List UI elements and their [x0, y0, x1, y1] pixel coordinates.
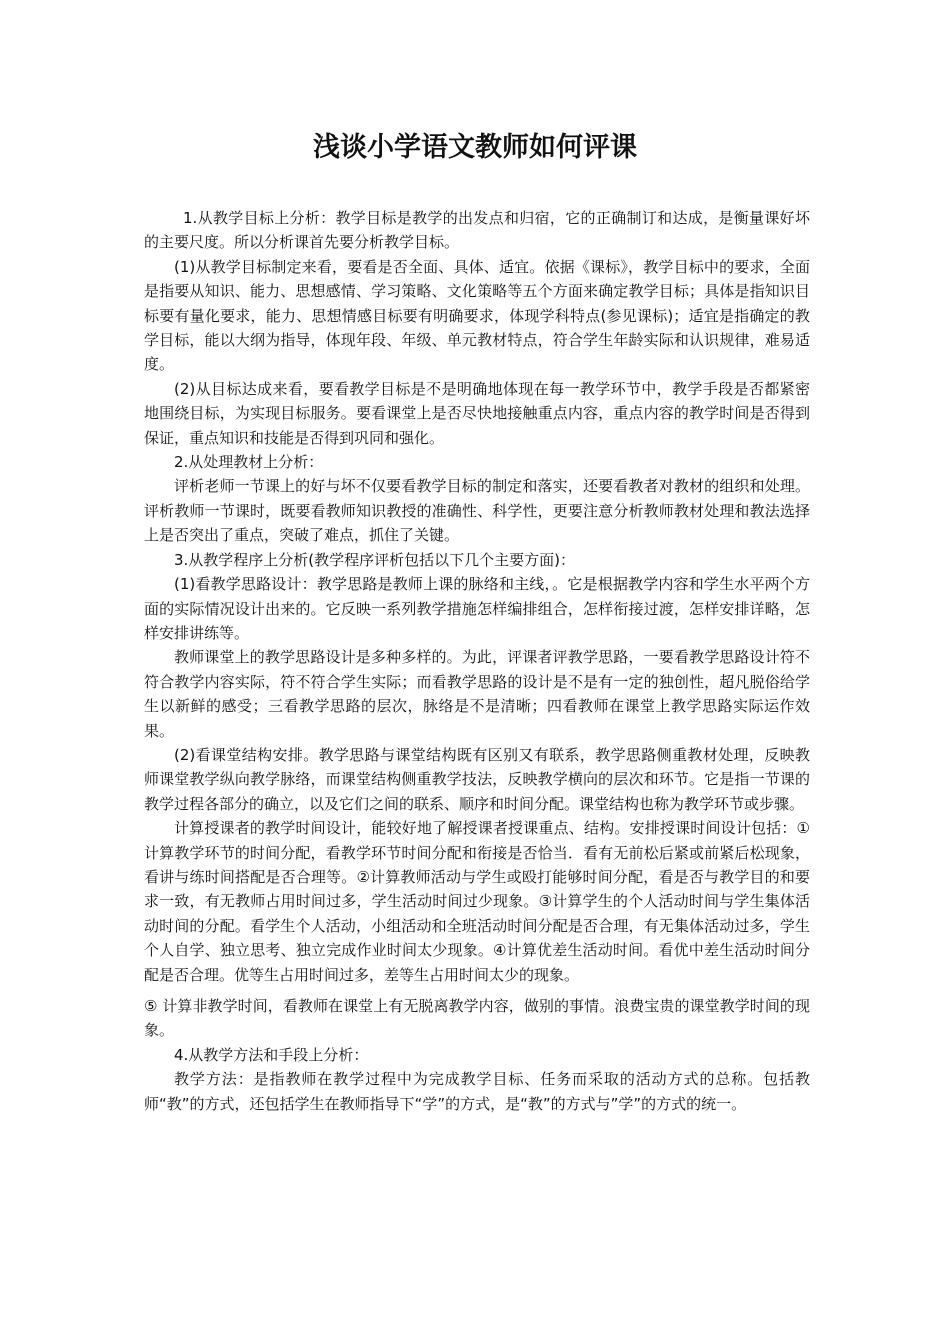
paragraph-12: 4.从教学方法和手段上分析：	[174, 1045, 369, 1064]
paragraph-13: 教学方法：是指教师在教学过程中为完成教学目标、任务而采取的活动方式的总称。包括教师“教”的方式，还包括学生在教师指导下“学”的方式，是“教”的方式与”学”的方式的统一。	[144, 1070, 810, 1113]
paragraph-5: 评析老师一节课上的好与坏不仅要看教学目标的制定和落实，还要看教者对教材的组织和处理。评析教师一节课时，既要看教师知识教授的准确性、科学性，更要注意分析教师教材处理和教法选择上是否突出了重点，突破了难点，抓住了关键。	[144, 477, 810, 545]
paragraph-8: 教师课堂上的教学思路设计是多种多样的。为此，评课者评教学思路，一要看教学思路设计符不符合教学内容实际，符不符合学生实际；而看教学思路的设计是不是有一定的独创性，超凡脱俗给学生以新鲜的感受；三看教学思路的层次，脉络是不是清晰；四看教师在课堂上教学思路实际运作效果。	[144, 648, 810, 740]
paragraph-9: (2)看课堂结构安排。教学思路与课堂结构既有区别又有联系，教学思路侧重教材处理，反映教师课堂教学纵向教学脉络，而课堂结构侧重教学技法，反映教学横向的层次和环节。它是指一节课的教学过程各部分的确立，以及它们之间的联系、顺序和时间分配。课堂结构也称为教学环节或步骤。	[144, 745, 810, 813]
document-body	[144, 206, 810, 1116]
document-title: 浅谈小学语文教师如何评课	[313, 132, 637, 163]
paragraph-4: 2.从处理教材上分析：	[174, 453, 324, 472]
paragraph-3: (2)从目标达成来看，要看教学目标是不是明确地体现在每一教学环节中，教学手段是否都紧密地围绕目标，为实现目标服务。要看课堂上是否尽快地接触重点内容，重点内容的教学时间是否得到保证，重点知识和技能是否得到巩同和强化。	[144, 379, 810, 447]
paragraph-2: (1)从教学目标制定来看，要看是否全面、具体、适宜。依据《课标》，教学目标中的要求，全面是指要从知识、能力、思想感情、学习策略、文化策略等五个方面来确定教学目标；具体是指知识目标要有量化要求，能力、思想情感目标要有明确要求，体现学科特点(参见课标)；适宜是指确定的教学目标，能以大纲为指导，体现年段、年级、单元教材特点，符合学生年龄实际和认识规律，难易适度。	[144, 257, 810, 374]
paragraph-11: ⑤ 计算非教学时间，看教师在课堂上有无脱离教学内容，做别的事情。浪费宝贵的课堂教学时间的现象。	[144, 997, 810, 1040]
paragraph-7: (1)看教学思路设计：教学思路是教师上课的脉络和主线，。它是根据教学内容和学生水平两个方面的实际情况设计出来的。它反映一系列教学措施怎样编排组合，怎样衔接过渡，怎样安排详略，怎样安排讲练等。	[144, 575, 810, 642]
paragraph-6: 3.从教学程序上分析(教学程序评析包括以下几个主要方面)：	[174, 550, 576, 569]
paragraph-10: 计算授课者的教学时间设计，能较好地了解授课者授课重点、结构。安排授课时间设计包括：①计算教学环节的时间分配，看教学环节时间分配和衔接是否恰当．看有无前松后紧或前紧后松现象，看讲与练时间搭配是否合理等。②计算教师活动与学生或殴打能够时间分配，看是否与教学目的和要求一致，有无教师占用时间过多，学生活动时间过少现象。③计算学生的个人活动时间与学生集体活动时间的分配。看学生个人活动，小组活动和全班活动时间分配是否合理，有无集体活动过多，学生个人自学、独立思考、独立完成作业时间太少现象。④计算优差生活动时间。看优中差生活动时间分配是否合理。优等生占用时间过多，差等生占用时间太少的现象。	[144, 819, 810, 984]
paragraph-1: 1.从教学目标上分析：教学目标是教学的出发点和归宿，它的正确制订和达成，是衡量课好坏的主要尺度。所以分析课首先要分析教学目标。	[144, 209, 810, 252]
